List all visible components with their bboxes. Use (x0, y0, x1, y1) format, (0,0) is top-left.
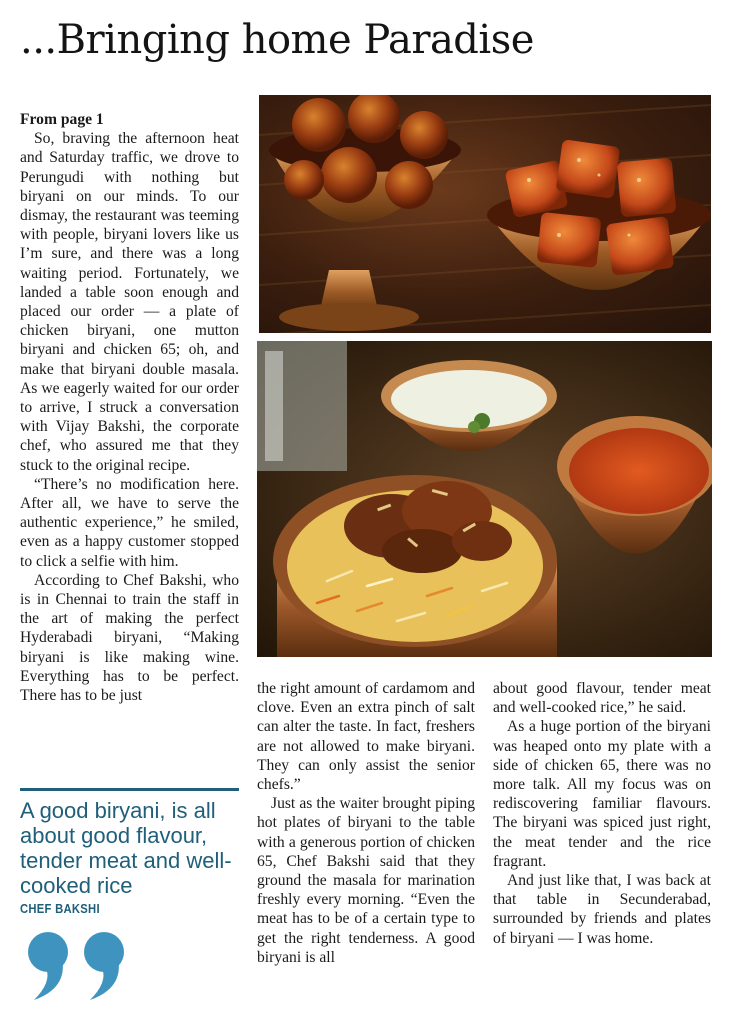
continuation-kicker: From page 1 (20, 111, 104, 128)
headline: ...Bringing home Paradise (20, 17, 534, 63)
paragraph: about good flavour, tender meat and well-cooked rice,” he said. (493, 680, 711, 717)
paragraph: Just as the waiter brought piping hot plates of biryani to the table with a generous portion of chicken 65, Chef Bakshi said that they ground the masala for marination freshly every morning. “Even the meat has to be of a certain type to get the right tenderness. A good biryani is all (257, 795, 475, 966)
pullquote-rule (20, 788, 239, 791)
article-column-1 (20, 110, 239, 705)
paragraph: As a huge portion of the biryani was heaped onto my plate with a side of chicken 65, there was no more talk. All my focus was on rediscovering familiar flavours. The biryani was spiced just right, the meat tender and the rice fragrant. (493, 718, 711, 870)
paragraph: “There’s no modification here. After all, we have to serve the authentic experience,” he smiled, even as a happy customer stopped to click a selfie with him. (20, 475, 239, 570)
article-column-2 (257, 679, 475, 967)
biryani-photo (257, 341, 712, 657)
article-column-3 (493, 679, 711, 948)
dessert-photo (259, 95, 711, 333)
pullquote-text: A good biryani, is all about good flavour, tender meat and well-cooked rice (20, 798, 232, 898)
paragraph: And just like that, I was back at that table in Secunderabad, surrounded by friends and plates of biryani — I was home. (493, 872, 711, 947)
paragraph: the right amount of cardamom and clove. Even an extra pinch of salt can alter the taste. In fact, freshers are not allowed to make biryani. They can only assist the senior chefs.” (257, 680, 475, 794)
pullquote-attribution: CHEF BAKSHI (20, 902, 100, 916)
closing-quote-icon (24, 930, 134, 1007)
paragraph: According to Chef Bakshi, who is in Chennai to train the staff in the art of making the perfect Hyderabadi biryani, “Making biryani is like making wine. Everything has to be perfect. There has to be just (20, 571, 239, 705)
paragraph: So, braving the afternoon heat and Saturday traffic, we drove to Perungudi with nothing but biryani on our minds. To our dismay, the restaurant was teeming with people, biryani lovers like us I’m sure, and there was a long waiting period. Fortunately, we landed a table soon enough and placed our order — a plate of chicken biryani, one mutton biryani and chicken 65; oh, and make that biryani double masala. As we eagerly waited for our order to arrive, I struck a conversation with Vijay Bakshi, the corporate chef, who assured me that they stuck to the original recipe. (20, 130, 239, 474)
